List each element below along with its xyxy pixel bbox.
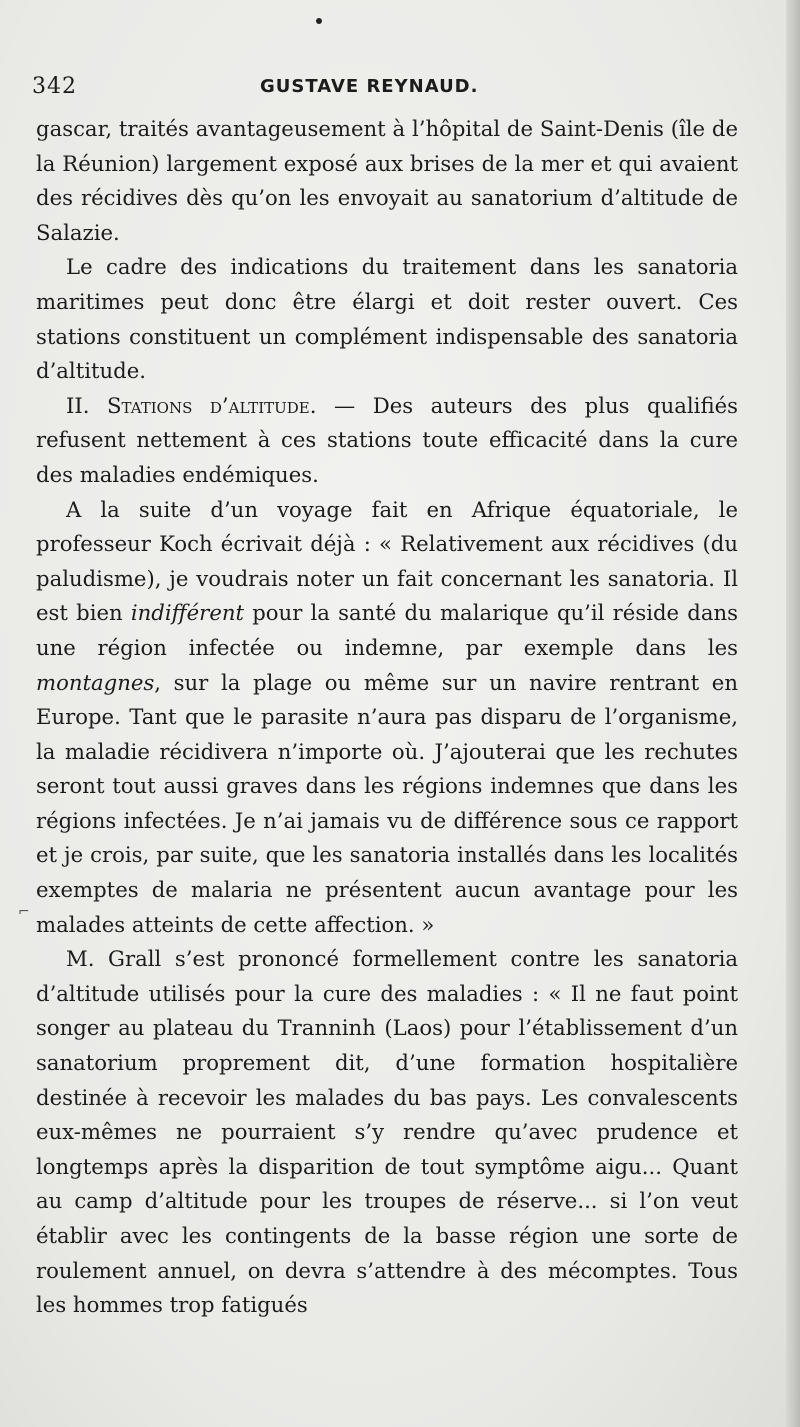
paragraph-2: Le cadre des indications du traitement dans les sanatoria maritimes peut donc être élargi et doit rester ouvert. Ces stations constituent un complément indispensable des sanatoria d’altitude. (36, 254, 738, 384)
paragraph-4 (36, 493, 738, 943)
body-text (36, 112, 738, 1323)
paragraph-3-text: — Des auteurs des plus qualifiés refusent nettement à ces stations toute efficacité dans la cure des maladies endémiques. (36, 392, 738, 487)
running-head (30, 72, 770, 104)
emphasis-indifferent: indifférent (130, 600, 245, 626)
ink-dot (316, 18, 322, 24)
section-numeral: II. (66, 392, 107, 418)
paragraph-3 (36, 389, 738, 493)
paragraph-4-part-3: , sur la plage ou même sur un navire rentrant en Europe. Tant que le parasite n’aura pas disparu de l’organisme, la maladie récidivera n’importe où. J’ajouterai que les rechutes seront tout aussi graves dans les régions indemnes que dans les régions infectées. Je n’ai jamais vu de différence sous ce rapport et je crois, par suite, que les sanatoria installés dans les localités exemptes de malaria ne présentent aucun avantage pour les malades atteints de cette affection. » (36, 669, 738, 937)
paragraph-4-part-1: A la suite d’un voyage fait en Afrique équatoriale, le professeur Koch écrivait déjà : « Relativement aux récidives (du paludisme), je voudrais noter un fait concernant les sanatoria. Il est bien (36, 496, 738, 626)
paragraph-4-part-2: pour la santé du malarique qu’il réside dans une région infectée ou indemne, par exemple dans les (36, 600, 739, 660)
page-binding-edge (786, 0, 800, 1427)
emphasis-montagnes: montagnes (36, 669, 155, 695)
page-number: 342 (32, 74, 77, 99)
margin-mark: ⌐ (18, 904, 30, 920)
running-title: GUSTAVE REYNAUD. (260, 76, 479, 97)
paragraph-1: gascar, traités avantageusement à l’hôpital de Saint-Denis (île de la Réunion) largement exposé aux brises de la mer et qui avaient des récidives dès qu’on les envoyait au sanatorium d’altitude de Salazie. (36, 116, 738, 245)
section-heading: Stations d’altitude. (107, 392, 317, 418)
paragraph-5: M. Grall s’est prononcé formellement contre les sanatoria d’altitude utilisés pour la cure des maladies : « Il ne faut point songer au plateau du Tranninh (Laos) pour l’établissement d’un sanatorium proprement dit, d’une formation hospitalière destinée à recevoir les malades du bas pays. Les convalescents eux-mêmes ne pourraient s’y rendre qu’avec prudence et longtemps après la disparition de tout symptôme aigu... Quant au camp d’altitude pour les troupes de réserve... si l’on veut établir avec les contingents de la basse région une sorte de roulement annuel, on devra s’attendre à des mécomptes. Tous les hommes trop fatigués (36, 946, 738, 1318)
